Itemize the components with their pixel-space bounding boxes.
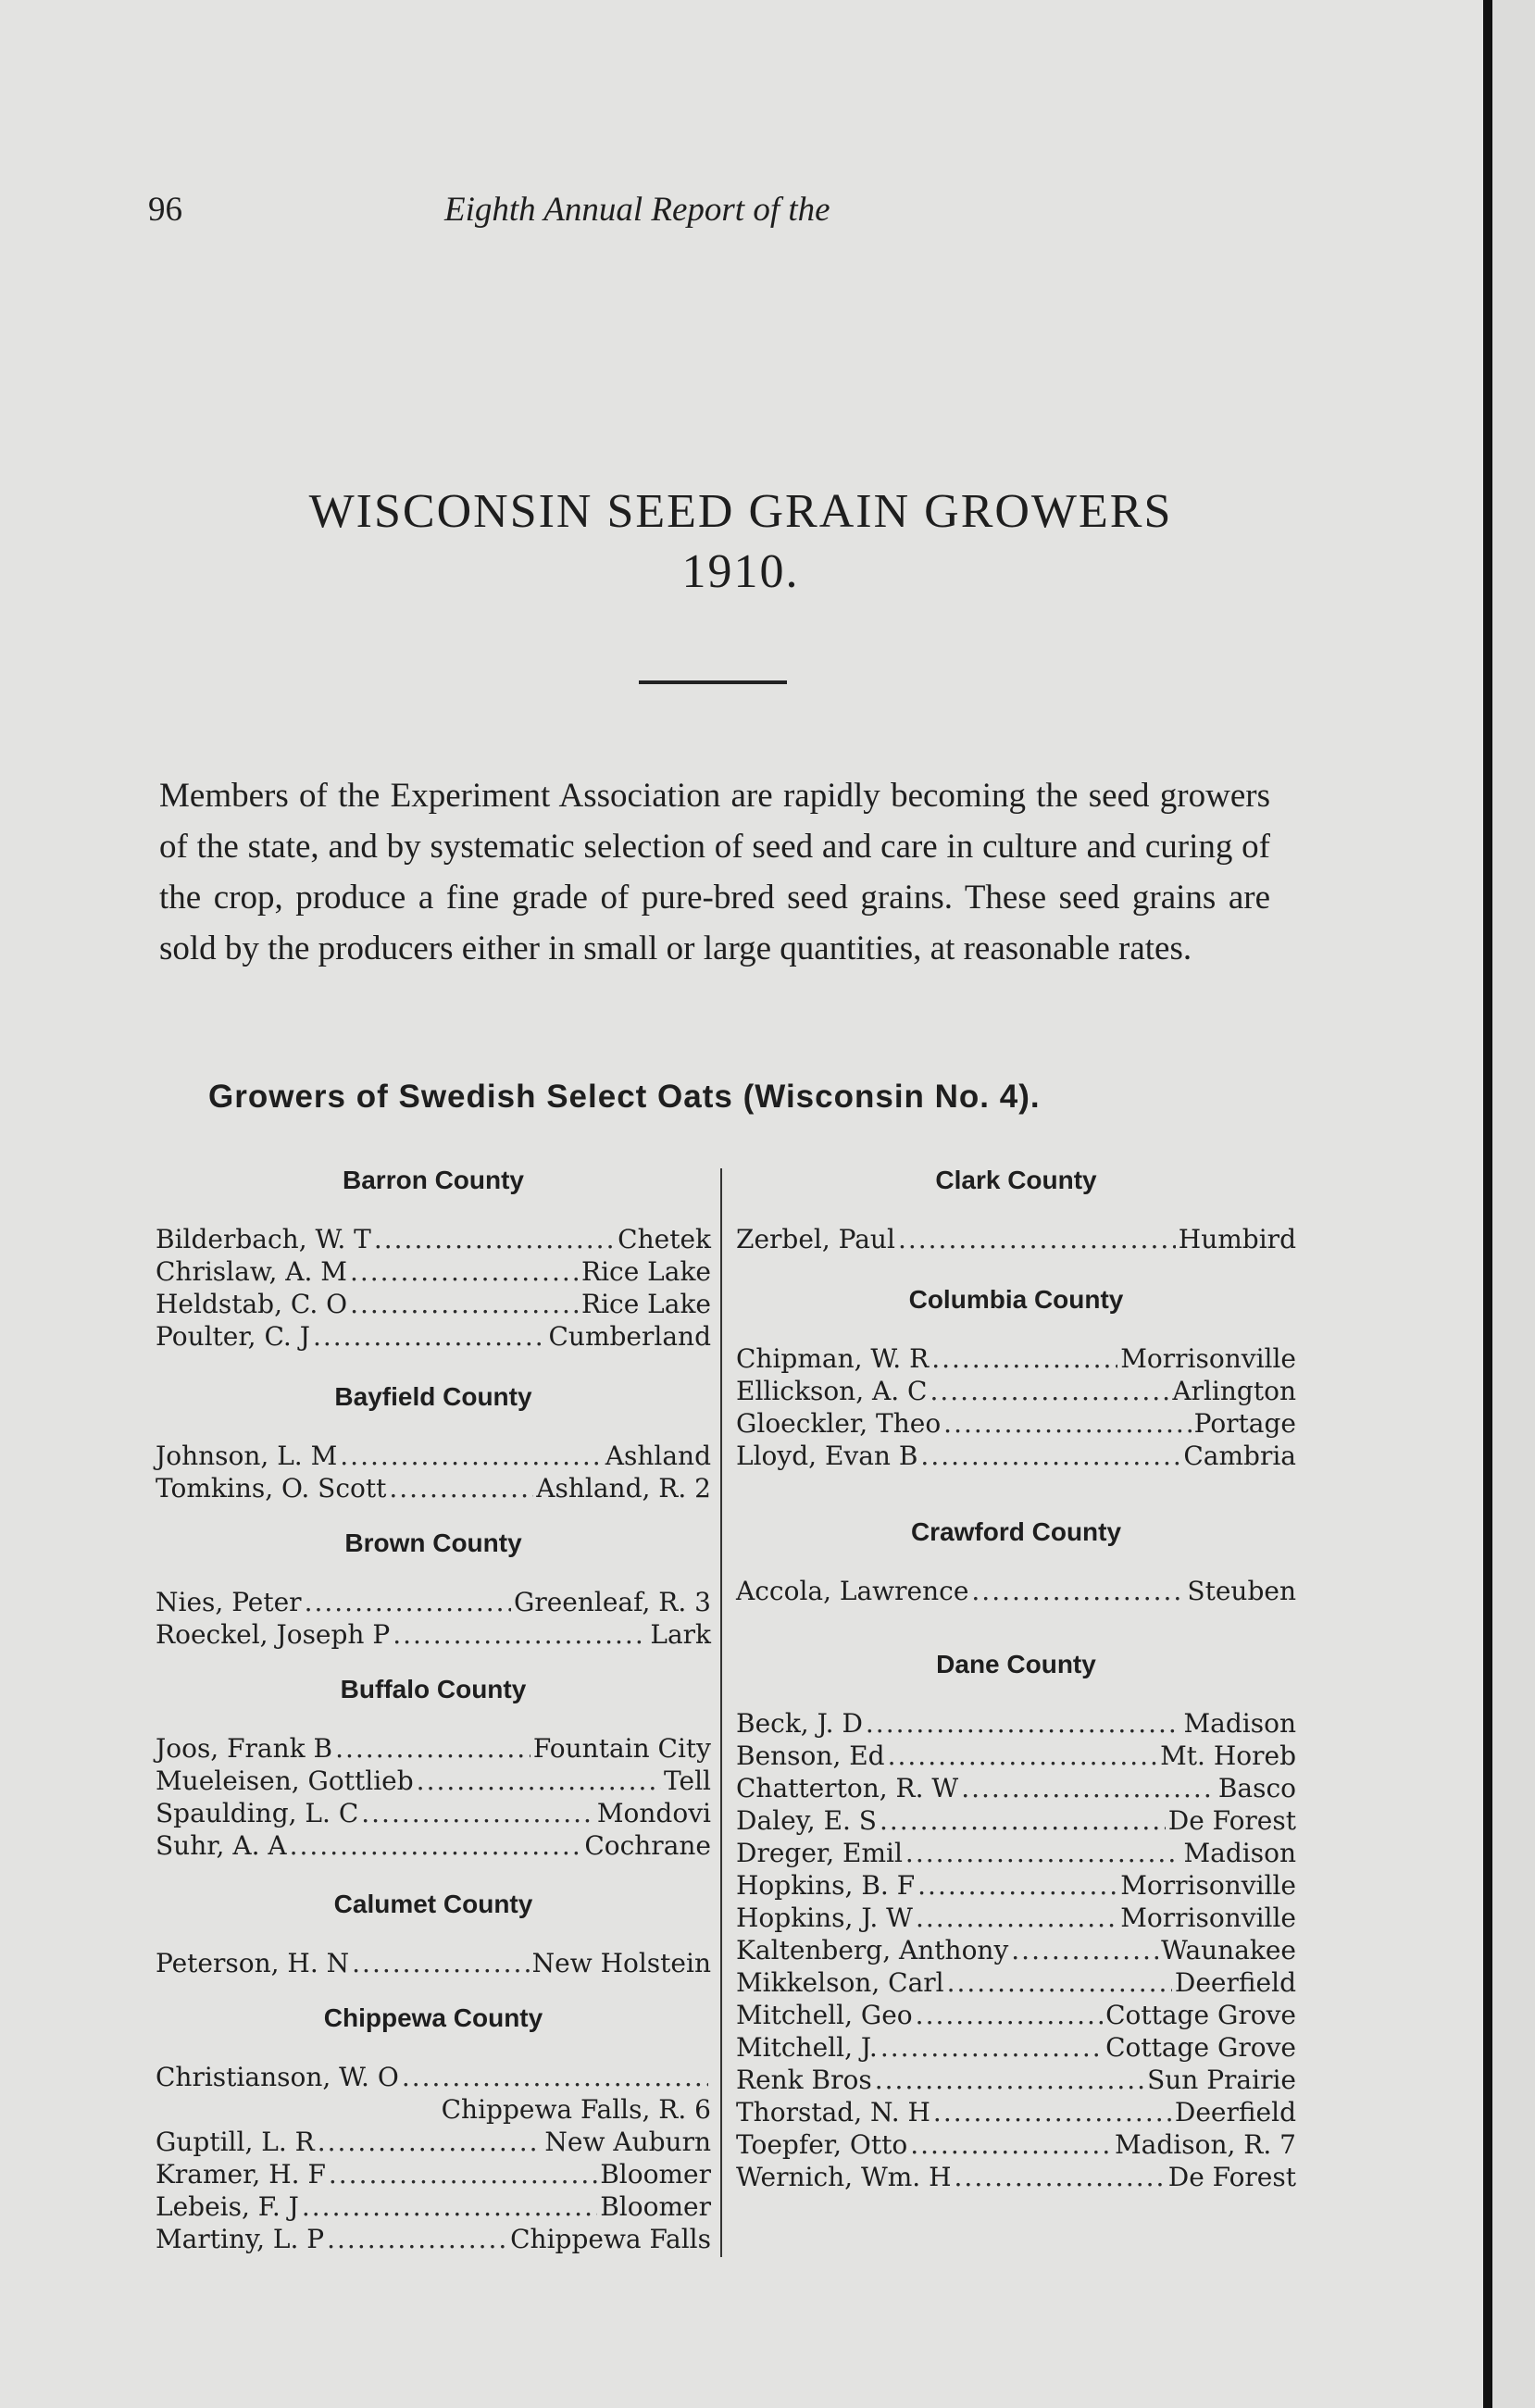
grower-town: De Forest	[1167, 2162, 1296, 2192]
county-section	[156, 1671, 711, 1862]
grower-name: Mikkelson, Carl	[736, 1967, 944, 1998]
grower-name: Accola, Lawrence	[736, 1576, 969, 1606]
grower-entry	[736, 2031, 1296, 2064]
leader-dots	[402, 2061, 708, 2093]
leader-dots	[880, 1804, 1166, 1837]
grower-name: Mitchell, J.	[736, 2032, 878, 2063]
grower-name: Wernich, Wm. H	[736, 2162, 952, 2192]
county-name: Barron County	[343, 1166, 524, 1194]
grower-town: Chippewa Falls	[510, 2224, 711, 2254]
county-section	[736, 1162, 1296, 1255]
grower-town: Steuben	[1187, 1576, 1296, 1606]
leader-dots	[947, 1966, 1172, 1999]
column-divider	[720, 1168, 722, 2257]
grower-name: Martiny, L. P	[156, 2224, 325, 2254]
grower-town: Deerfield	[1174, 2097, 1296, 2127]
leader-dots	[361, 1797, 594, 1829]
grower-name: Toepfer, Otto	[736, 2129, 908, 2160]
leader-dots	[318, 2126, 543, 2158]
grower-line	[156, 2061, 711, 2093]
grower-name: Bilderbach, W. T	[156, 1224, 371, 1254]
grower-name: Mitchell, Geo	[736, 2000, 913, 2030]
title-line-2: 1910.	[681, 545, 800, 598]
right-column	[736, 1162, 1296, 2193]
grower-town: Rice Lake	[580, 1256, 711, 1287]
grower-town: Tell	[664, 1765, 711, 1796]
county-section	[156, 2000, 711, 2255]
leader-dots	[916, 1999, 1103, 2031]
county-section	[736, 1514, 1296, 1607]
county-name: Calumet County	[333, 1890, 533, 1918]
leader-dots	[917, 1869, 1117, 1902]
grower-town: Mt. Horeb	[1160, 1740, 1296, 1771]
grower-name: Chrislaw, A. M	[156, 1256, 347, 1287]
grower-entry	[736, 1966, 1296, 1999]
leader-dots	[971, 1575, 1184, 1607]
grower-entry	[736, 1342, 1296, 1375]
grower-town: Morrisonville	[1120, 1343, 1296, 1374]
county-section	[736, 1646, 1296, 2193]
leader-dots	[955, 2161, 1166, 2193]
grower-town: Lark	[650, 1619, 711, 1650]
grower-town: Bloomer	[600, 2159, 711, 2190]
grower-entry	[736, 1575, 1296, 1607]
title-line-1: WISCONSIN SEED GRAIN GROWERS	[308, 485, 1173, 538]
grower-town: Cochrane	[584, 1830, 711, 1861]
leader-dots	[290, 1829, 582, 1862]
grower-town: New Holstein	[531, 1948, 711, 1978]
county-section	[156, 1162, 711, 1353]
leader-dots	[352, 1947, 530, 1979]
grower-entry	[736, 1772, 1296, 1804]
county-section	[156, 1379, 711, 1504]
leader-dots	[866, 1707, 1181, 1740]
leader-dots	[905, 1837, 1181, 1869]
leader-dots	[943, 1407, 1191, 1440]
page-edge-strip	[1492, 0, 1535, 2408]
grower-entry	[156, 1586, 711, 1618]
grower-entry	[156, 1618, 711, 1651]
grower-name: Tomkins, O. Scott	[156, 1473, 387, 1503]
grower-entry	[156, 1472, 711, 1504]
grower-entry	[736, 1804, 1296, 1837]
grower-entry	[736, 1375, 1296, 1407]
grower-entry	[156, 2126, 711, 2158]
leader-dots	[374, 1223, 615, 1255]
grower-name: Ellickson, A. C	[736, 1376, 928, 1406]
grower-entry	[736, 1740, 1296, 1772]
leader-dots	[875, 2064, 1144, 2096]
grower-entry	[156, 1829, 711, 1862]
leader-dots	[335, 1732, 530, 1765]
grower-entry	[156, 1797, 711, 1829]
leader-dots	[350, 1255, 579, 1288]
grower-entry	[736, 2161, 1296, 2193]
grower-name: Renk Bros	[736, 2065, 872, 2095]
grower-entry	[156, 1440, 711, 1472]
grower-town: Madison	[1183, 1838, 1296, 1868]
grower-name: Beck, J. D	[736, 1708, 863, 1739]
running-head: Eighth Annual Report of the	[444, 191, 830, 229]
leader-dots	[340, 1440, 602, 1472]
grower-name: Christianson, W. O	[156, 2062, 399, 2092]
grower-town: De Forest	[1167, 1805, 1296, 1836]
grower-name: Joos, Frank B	[156, 1733, 333, 1764]
leader-dots	[417, 1765, 661, 1797]
grower-entry	[156, 1255, 711, 1288]
grower-entry	[156, 1947, 711, 1979]
leader-dots	[305, 1586, 511, 1618]
grower-town: Chetek	[618, 1224, 711, 1254]
grower-entry	[156, 1765, 711, 1797]
leader-dots	[302, 2190, 597, 2223]
grower-entry	[156, 2158, 711, 2190]
grower-name: Roeckel, Joseph P	[156, 1619, 391, 1650]
section-heading: Growers of Swedish Select Oats (Wisconsin No. 4).	[208, 1079, 1041, 1115]
grower-name: Johnson, L. M	[156, 1441, 338, 1471]
leader-dots	[898, 1223, 1176, 1255]
grower-town: Rice Lake	[580, 1289, 711, 1319]
intro-paragraph: Members of the Experiment Association are rapidly becoming the seed growers of the state, and by systematic selection of seed and care in culture and curing of the crop, produce a fine grade of pure-bred seed grains. These seed grains are sold by the producers either in small or large quantities, at reasonable rates.	[159, 777, 1270, 967]
grower-name: Benson, Ed	[736, 1740, 885, 1771]
grower-town: Humbird	[1178, 1224, 1296, 1254]
grower-name: Suhr, A. A	[156, 1830, 287, 1861]
county-name: Dane County	[936, 1650, 1096, 1678]
grower-name: Heldstab, C. O	[156, 1289, 348, 1319]
grower-town: Cumberland	[548, 1321, 711, 1352]
leader-dots	[916, 1902, 1117, 1934]
grower-town: Bloomer	[600, 2191, 711, 2222]
grower-town: Chippewa Falls, R. 6	[441, 2094, 711, 2125]
grower-entry	[736, 1440, 1296, 1472]
grower-town: Deerfield	[1174, 1967, 1296, 1998]
grower-name: Nies, Peter	[156, 1587, 302, 1617]
leader-dots	[888, 1740, 1158, 1772]
leader-dots	[313, 1320, 546, 1353]
grower-town: Morrisonville	[1120, 1870, 1296, 1901]
grower-entry	[156, 1320, 711, 1353]
leader-dots	[933, 2096, 1172, 2128]
grower-town: Ashland	[605, 1441, 711, 1471]
grower-name: Hopkins, B. F	[736, 1870, 916, 1901]
page-header	[0, 190, 1481, 236]
grower-name: Daley, E. S	[736, 1805, 877, 1836]
grower-name: Dreger, Emil	[736, 1838, 903, 1868]
grower-name: Gloeckler, Theo	[736, 1408, 942, 1439]
grower-name: Peterson, H. N	[156, 1948, 350, 1978]
grower-name: Poulter, C. J	[156, 1321, 310, 1352]
page-number: 96	[148, 191, 182, 229]
grower-name: Lebeis, F. J	[156, 2191, 299, 2222]
grower-name: Chatterton, R. W	[736, 1773, 959, 1803]
grower-name: Lloyd, Evan B	[736, 1441, 918, 1471]
leader-dots	[961, 1772, 1216, 1804]
leader-dots	[329, 2158, 597, 2190]
grower-entry	[156, 2223, 711, 2255]
leader-dots	[910, 2128, 1112, 2161]
grower-name: Zerbel, Paul	[736, 1224, 895, 1254]
grower-entry	[736, 1407, 1296, 1440]
leader-dots	[350, 1288, 579, 1320]
grower-entry	[736, 2096, 1296, 2128]
grower-town: Arlington	[1172, 1376, 1296, 1406]
leader-dots	[931, 1342, 1117, 1375]
grower-entry	[156, 2061, 711, 2126]
grower-town: Madison, R. 7	[1115, 2129, 1296, 2160]
leader-dots	[389, 1472, 533, 1504]
grower-town: Sun Prairie	[1147, 2065, 1296, 2095]
grower-entry	[736, 2064, 1296, 2096]
grower-town: Waunakee	[1161, 1935, 1296, 1965]
grower-town: Cambria	[1183, 1441, 1296, 1471]
grower-entry	[736, 2128, 1296, 2161]
grower-entry	[156, 1288, 711, 1320]
leader-dots	[393, 1618, 647, 1651]
grower-town: Morrisonville	[1120, 1903, 1296, 1933]
grower-town: Portage	[1193, 1408, 1296, 1439]
grower-entry	[736, 1837, 1296, 1869]
county-section	[736, 1281, 1296, 1472]
county-name: Columbia County	[908, 1285, 1124, 1314]
leader-dots	[880, 2031, 1103, 2064]
county-name: Bayfield County	[334, 1382, 532, 1411]
grower-entry	[736, 1223, 1296, 1255]
county-name: Buffalo County	[340, 1675, 527, 1703]
grower-name: Kramer, H. F	[156, 2159, 326, 2190]
grower-entry	[736, 1999, 1296, 2031]
grower-town: Basco	[1217, 1773, 1296, 1803]
grower-town: Greenleaf, R. 3	[513, 1587, 711, 1617]
grower-town: New Auburn	[544, 2127, 711, 2157]
grower-entry	[736, 1934, 1296, 1966]
grower-town: Madison	[1183, 1708, 1296, 1739]
county-name: Crawford County	[910, 1517, 1122, 1546]
grower-name: Hopkins, J. W	[736, 1903, 913, 1933]
grower-town: Cottage Grove	[1105, 2032, 1296, 2063]
grower-name: Chipman, W. R	[736, 1343, 930, 1374]
grower-name: Kaltenberg, Anthony	[736, 1935, 1009, 1965]
grower-town: Ashland, R. 2	[536, 1473, 711, 1503]
grower-name: Spaulding, L. C	[156, 1798, 359, 1828]
leader-dots	[930, 1375, 1169, 1407]
grower-entry	[156, 1223, 711, 1255]
grower-name: Mueleisen, Gottlieb	[156, 1765, 414, 1796]
grower-town: Mondovi	[596, 1798, 711, 1828]
county-section	[156, 1886, 711, 1979]
grower-name: Guptill, L. R	[156, 2127, 315, 2157]
county-section	[156, 1525, 711, 1651]
grower-entry	[736, 1902, 1296, 1934]
leader-dots	[920, 1440, 1180, 1472]
page-edge-line	[1483, 0, 1492, 2408]
title-rule	[639, 680, 787, 684]
county-name: Brown County	[344, 1528, 522, 1557]
grower-town: Cottage Grove	[1105, 2000, 1296, 2030]
page-title	[0, 481, 1481, 602]
leader-dots	[1011, 1934, 1158, 1966]
grower-entry	[736, 1707, 1296, 1740]
grower-entry	[736, 1869, 1296, 1902]
county-name: Clark County	[935, 1166, 1097, 1194]
grower-name: Thorstad, N. H	[736, 2097, 930, 2127]
county-name: Chippewa County	[323, 2003, 543, 2032]
left-column	[156, 1162, 711, 2255]
grower-entry	[156, 1732, 711, 1765]
grower-entry	[156, 2190, 711, 2223]
leader-dots	[327, 2223, 507, 2255]
grower-town: Fountain City	[532, 1733, 711, 1764]
